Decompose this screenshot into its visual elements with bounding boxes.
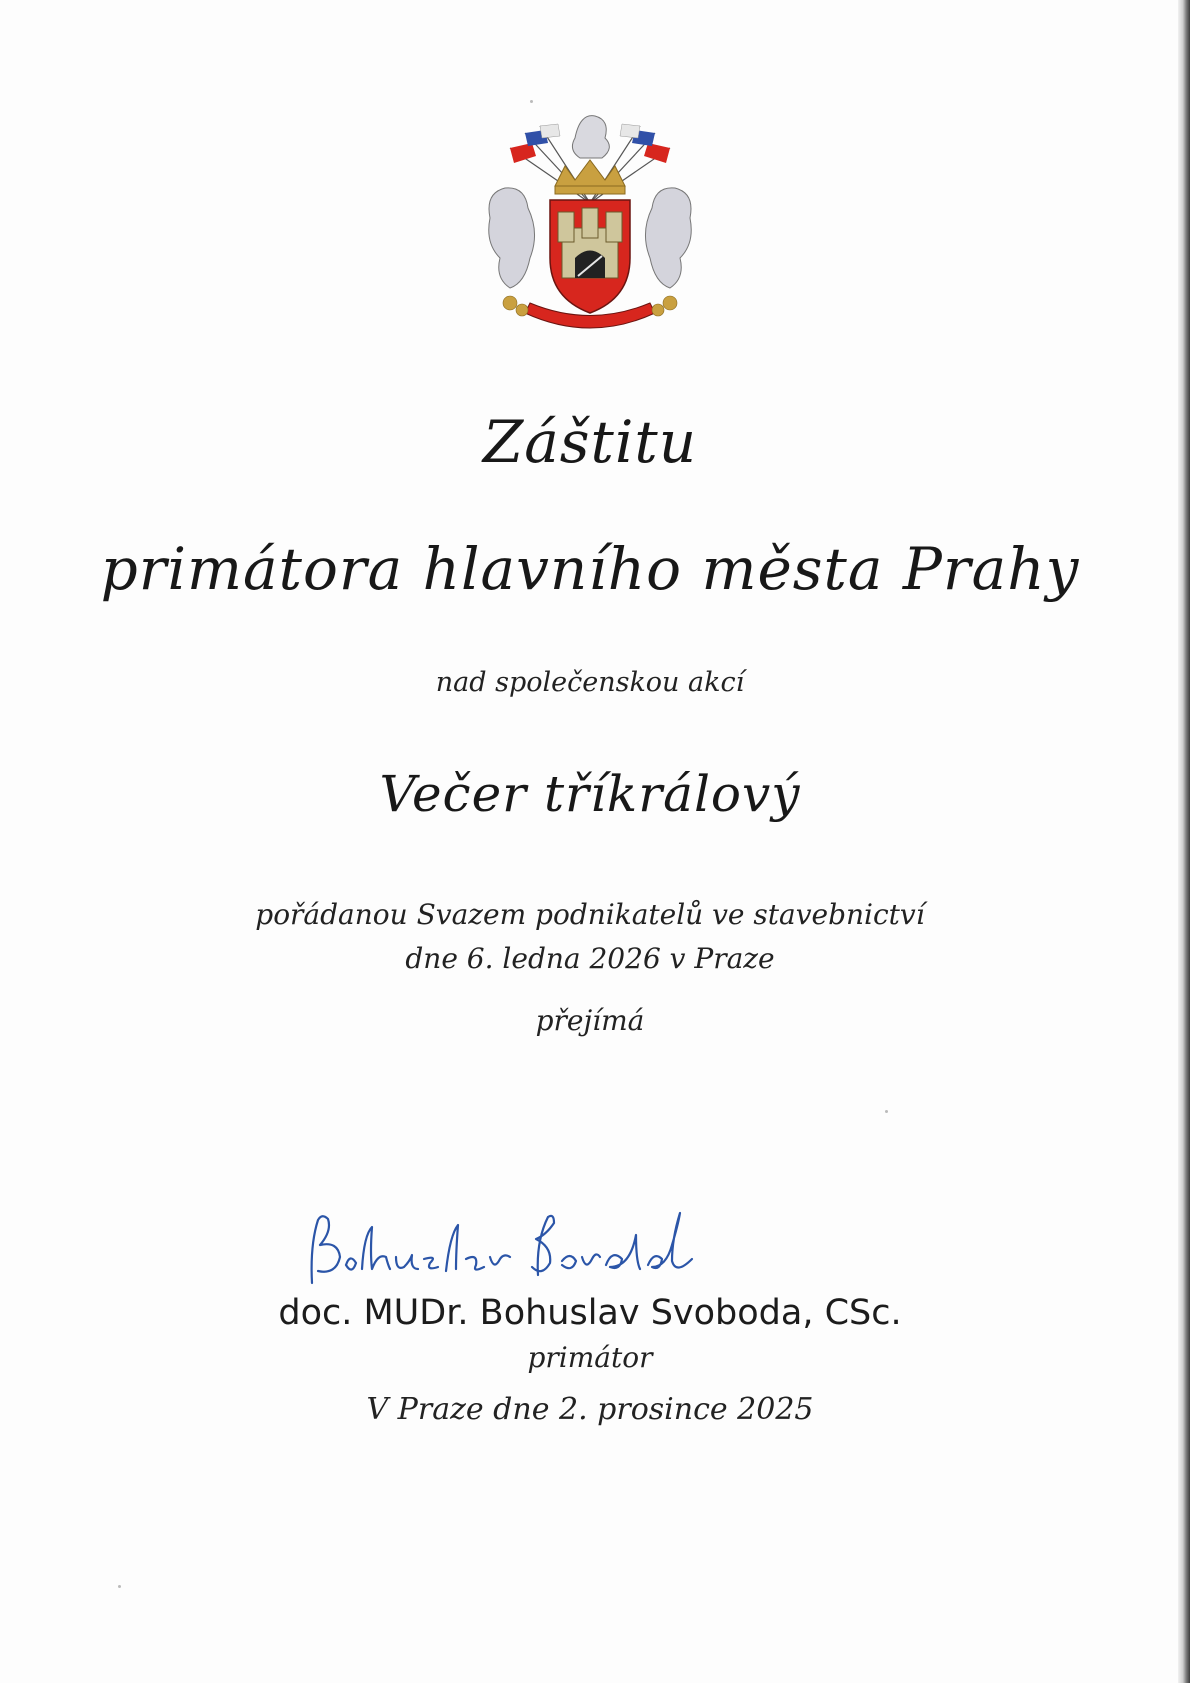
- date-and-place: V Praze dne 2. prosince 2025: [366, 1392, 814, 1427]
- scan-dust: [885, 1110, 888, 1113]
- signer-name: doc. MUDr. Bohuslav Svoboda, CSc.: [278, 1293, 902, 1333]
- event-name: Večer tříkrálový: [379, 765, 801, 823]
- scan-dust: [118, 1585, 121, 1588]
- accepts-text: přejímá: [535, 1004, 645, 1037]
- signer-role: primátor: [527, 1341, 653, 1374]
- scan-dust: [530, 100, 533, 103]
- signature-image: [300, 1205, 720, 1295]
- organizer-line-2: dne 6. ledna 2026 v Praze: [405, 942, 775, 975]
- intro-text: nad společenskou akcí: [435, 667, 745, 698]
- prague-coat-of-arms-icon: [470, 108, 710, 340]
- organizer-line-1: pořádanou Svazem podnikatelů ve stavebnictví: [255, 898, 925, 931]
- title-line-1: Záštitu: [482, 408, 698, 476]
- scan-edge: [1178, 0, 1190, 1683]
- title-line-2: primátora hlavního města Prahy: [100, 535, 1080, 603]
